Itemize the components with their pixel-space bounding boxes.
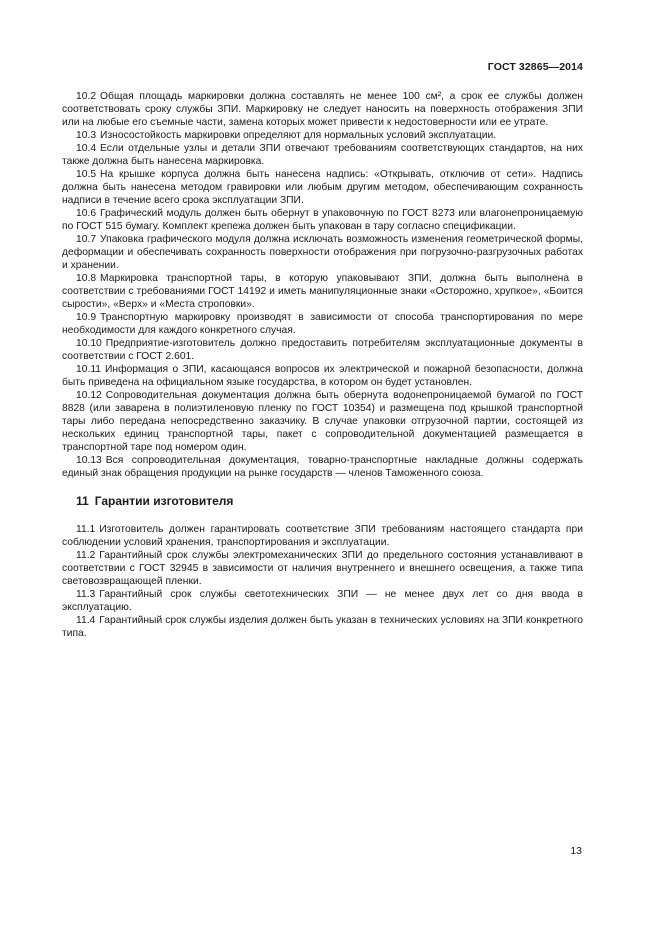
paragraph-number: 10.3	[76, 130, 97, 141]
paragraph-number: 10.9	[76, 312, 97, 323]
paragraph-text: Гарантийный срок службы электромеханических ЗПИ до предельного состояния устанавливают в соответствии с ГОСТ 32945 в зависимости от наличия внутреннего и внешнего освещения, а также типа световозвращающей пленки.	[62, 550, 583, 587]
paragraph	[62, 614, 583, 640]
paragraph-text: На крышке корпуса должна быть нанесена надпись: «Открывать, отключив от сети». Надпись должна быть нанесена методом гравировки или любым другим методом, обеспечивающим сохранность надписи в течение всего срока эксплуатации ЗПИ.	[62, 169, 583, 206]
paragraph-text: Транспортную маркировку производят в зависимости от способа транспортирования по мере необходимости для каждого конкретного случая.	[62, 312, 583, 336]
section-number: 11	[76, 494, 89, 508]
paragraph-number: 10.6	[76, 208, 97, 219]
paragraph-text: Изготовитель должен гарантировать соответствие ЗПИ требованиям настоящего стандарта при соблюдении условий хранения, транспортирования и эксплуатации.	[62, 524, 583, 548]
paragraph-text: Сопроводительная документация должна быть обернута водонепроницаемой бумагой по ГОСТ 8828 (или заварена в полиэтиленовую пленку по ГОСТ 10354) и размещена под крышкой транспортной тары либо передана непосредственно заказчику. В случае упаковки отгрузочной партии, состоящей из нескольких единиц транспортной тары, пакет с сопроводительной документацией размещается в транспортной таре под номером один.	[62, 390, 583, 453]
section-title: Гарантии изготовителя	[94, 494, 234, 508]
paragraph-number: 10.5	[76, 169, 97, 180]
paragraph	[62, 233, 583, 272]
paragraph-text: Упаковка графического модуля должна исключать возможность изменения геометрической формы, деформации и обеспечивать сохранность поверхности отображения при погрузочно-разгрузочных работах и хранении.	[62, 234, 583, 271]
paragraph	[62, 207, 583, 233]
paragraph-text: Если отдельные узлы и детали ЗПИ отвечают требованиям соответствующих стандартов, на них также должна быть нанесена маркировка.	[62, 143, 583, 167]
paragraphs-section-11	[62, 523, 583, 640]
paragraph-number: 10.10	[76, 338, 102, 349]
paragraph-text: Графический модуль должен быть обернут в упаковочную по ГОСТ 8273 или влагонепроницаемую по ГОСТ 515 бумагу. Комплект крепежа должен быть упакован в тару согласно спецификации.	[62, 208, 583, 232]
paragraph	[62, 337, 583, 363]
paragraph	[62, 90, 583, 129]
section-heading	[76, 495, 583, 508]
paragraph-number: 10.8	[76, 273, 97, 284]
paragraph	[62, 363, 583, 389]
paragraph-text: Гарантийный срок службы светотехнических ЗПИ — не менее двух лет со дня ввода в эксплуатацию.	[62, 589, 583, 613]
paragraph-number: 10.4	[76, 143, 97, 154]
paragraph-text: Гарантийный срок службы изделия должен быть указан в технических условиях на ЗПИ конкретного типа.	[62, 615, 583, 639]
paragraph	[62, 129, 583, 142]
paragraph	[62, 523, 583, 549]
paragraph	[62, 454, 583, 480]
paragraph	[62, 142, 583, 168]
paragraph-text: Предприятие-изготовитель должно предоставить потребителям эксплуатационные документы в соответствии с ГОСТ 2.601.	[62, 338, 583, 362]
paragraph-text: Информация о ЗПИ, касающаяся вопросов их электрической и пожарной безопасности, должна быть приведена на официальном языке государства, в котором он будет установлен.	[62, 364, 583, 388]
document-body	[62, 90, 583, 640]
paragraph-text: Износостойкость маркировки определяют для нормальных условий эксплуатации.	[100, 130, 497, 141]
paragraph-number: 11.2	[76, 550, 96, 561]
page-number: 13	[570, 845, 582, 857]
paragraph	[62, 389, 583, 454]
paragraph-text: Маркировка транспортной тары, в которую упаковывают ЗПИ, должна быть выполнена в соответствии с требованиями ГОСТ 14192 и иметь манипуляционные знаки «Осторожно, хрупкое», «Боится сырости», «Верх» и «Места строповки».	[62, 273, 583, 310]
paragraph	[62, 549, 583, 588]
document-id-header: ГОСТ 32865—2014	[487, 61, 583, 73]
paragraph-text: Общая площадь маркировки должна составлять не менее 100 см², а срок ее службы должен соответствовать сроку службы ЗПИ. Маркировку не следует наносить на поверхность отображения ЗПИ или на любые его съемные части, замена которых может привести к недостоверности или ее утрате.	[62, 91, 583, 128]
paragraph-number: 11.4	[76, 615, 96, 626]
paragraph	[62, 311, 583, 337]
paragraph-number: 10.13	[76, 455, 102, 466]
paragraph-text: Вся сопроводительная документация, товарно-транспортные накладные должны содержать единый знак обращения продукции на рынке государств — членов Таможенного союза.	[62, 455, 583, 479]
paragraph	[62, 588, 583, 614]
paragraph	[62, 272, 583, 311]
paragraph-number: 10.7	[76, 234, 97, 245]
paragraph-number: 10.12	[76, 390, 102, 401]
paragraph-number: 11.1	[76, 524, 96, 535]
paragraph	[62, 168, 583, 207]
paragraphs-section-10	[62, 90, 583, 480]
paragraph-number: 11.3	[76, 589, 96, 600]
paragraph-number: 10.11	[76, 364, 102, 375]
paragraph-number: 10.2	[76, 91, 97, 102]
